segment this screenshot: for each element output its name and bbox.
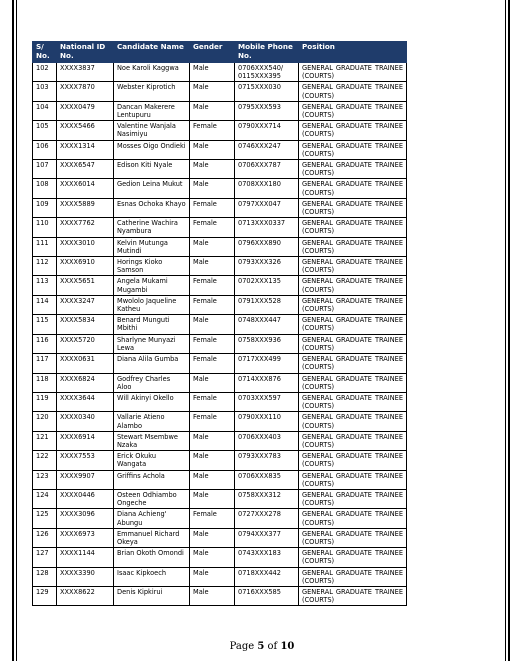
cell-sno: 113 [33, 276, 57, 295]
cell-position: GENERAL GRADUATE TRAINEE (COURTS) [299, 257, 407, 276]
cell-national-id: XXXX3837 [57, 63, 114, 82]
cell-candidate-name: Diana Achieng' Abungu [114, 509, 190, 528]
cell-position: GENERAL GRADUATE TRAINEE (COURTS) [299, 567, 407, 586]
cell-position: GENERAL GRADUATE TRAINEE (COURTS) [299, 140, 407, 159]
cell-position: GENERAL GRADUATE TRAINEE (COURTS) [299, 63, 407, 82]
cell-position: GENERAL GRADUATE TRAINEE (COURTS) [299, 354, 407, 373]
cell-mobile-phone: 0743XXX183 [235, 548, 299, 567]
cell-sno: 115 [33, 315, 57, 334]
table-row [33, 140, 407, 159]
cell-position: GENERAL GRADUATE TRAINEE (COURTS) [299, 470, 407, 489]
cell-national-id: XXXX1144 [57, 548, 114, 567]
cell-candidate-name: Webster Kiprotich [114, 82, 190, 101]
cell-mobile-phone: 0790XXX110 [235, 412, 299, 431]
cell-mobile-phone: 0791XXX528 [235, 295, 299, 314]
cell-mobile-phone: 0796XXX890 [235, 237, 299, 256]
cell-candidate-name: Erick Okuku Wangata [114, 451, 190, 470]
cell-mobile-phone: 0702XXX135 [235, 276, 299, 295]
header-candidate-name: Candidate Name [114, 42, 190, 63]
cell-gender: Male [190, 179, 235, 198]
cell-gender: Female [190, 121, 235, 140]
cell-national-id: XXXX0631 [57, 354, 114, 373]
cell-mobile-phone: 0794XXX377 [235, 528, 299, 547]
footer-total-pages: 10 [280, 641, 295, 652]
cell-national-id: XXXX3096 [57, 509, 114, 528]
cell-position: GENERAL GRADUATE TRAINEE (COURTS) [299, 509, 407, 528]
cell-position: GENERAL GRADUATE TRAINEE (COURTS) [299, 431, 407, 450]
cell-candidate-name: Diana Alila Gumba [114, 354, 190, 373]
cell-gender: Male [190, 140, 235, 159]
cell-gender: Male [190, 373, 235, 392]
cell-position: GENERAL GRADUATE TRAINEE (COURTS) [299, 489, 407, 508]
cell-gender: Female [190, 334, 235, 353]
cell-national-id: XXXX5466 [57, 121, 114, 140]
cell-gender: Female [190, 218, 235, 237]
cell-mobile-phone: 0706XXX403 [235, 431, 299, 450]
table-body [33, 63, 407, 606]
cell-sno: 111 [33, 237, 57, 256]
cell-gender: Male [190, 257, 235, 276]
cell-position: GENERAL GRADUATE TRAINEE (COURTS) [299, 276, 407, 295]
candidates-table [32, 41, 407, 606]
cell-mobile-phone: 0795XXX593 [235, 101, 299, 120]
table-row [33, 470, 407, 489]
cell-mobile-phone: 0748XXX447 [235, 315, 299, 334]
cell-candidate-name: Angela Mukami Mugambi [114, 276, 190, 295]
cell-national-id: XXXX9907 [57, 470, 114, 489]
cell-gender: Male [190, 451, 235, 470]
cell-sno: 126 [33, 528, 57, 547]
table-row [33, 276, 407, 295]
cell-national-id: XXXX6014 [57, 179, 114, 198]
cell-position: GENERAL GRADUATE TRAINEE (COURTS) [299, 451, 407, 470]
cell-candidate-name: Emmanuel Richard Okeya [114, 528, 190, 547]
cell-national-id: XXXX5720 [57, 334, 114, 353]
table-row [33, 586, 407, 605]
cell-candidate-name: Catherine Wachira Nyambura [114, 218, 190, 237]
cell-position: GENERAL GRADUATE TRAINEE (COURTS) [299, 334, 407, 353]
cell-position: GENERAL GRADUATE TRAINEE (COURTS) [299, 82, 407, 101]
cell-mobile-phone: 0790XXX714 [235, 121, 299, 140]
cell-sno: 116 [33, 334, 57, 353]
table-row [33, 237, 407, 256]
cell-national-id: XXXX6547 [57, 160, 114, 179]
cell-national-id: XXXX3247 [57, 295, 114, 314]
table-row [33, 354, 407, 373]
cell-national-id: XXXX3010 [57, 237, 114, 256]
table-row [33, 392, 407, 411]
cell-gender: Male [190, 315, 235, 334]
cell-position: GENERAL GRADUATE TRAINEE (COURTS) [299, 218, 407, 237]
table-row [33, 121, 407, 140]
header-mobile-phone: Mobile Phone No. [235, 42, 299, 63]
cell-position: GENERAL GRADUATE TRAINEE (COURTS) [299, 412, 407, 431]
cell-mobile-phone: 0714XXX876 [235, 373, 299, 392]
cell-sno: 127 [33, 548, 57, 567]
cell-gender: Male [190, 101, 235, 120]
cell-national-id: XXXX6910 [57, 257, 114, 276]
cell-sno: 110 [33, 218, 57, 237]
cell-position: GENERAL GRADUATE TRAINEE (COURTS) [299, 198, 407, 217]
footer-current-page: 5 [257, 641, 265, 652]
table-row [33, 334, 407, 353]
cell-mobile-phone: 0713XXX0337 [235, 218, 299, 237]
cell-sno: 102 [33, 63, 57, 82]
cell-candidate-name: Will Akinyi Okello [114, 392, 190, 411]
cell-sno: 106 [33, 140, 57, 159]
page-footer [0, 641, 524, 652]
cell-candidate-name: Gedion Leina Mukut [114, 179, 190, 198]
table-header-row [33, 42, 407, 63]
table-row [33, 451, 407, 470]
cell-position: GENERAL GRADUATE TRAINEE (COURTS) [299, 373, 407, 392]
cell-sno: 129 [33, 586, 57, 605]
cell-national-id: XXXX3390 [57, 567, 114, 586]
cell-sno: 112 [33, 257, 57, 276]
cell-candidate-name: Sharlyne Munyazi Lewa [114, 334, 190, 353]
cell-national-id: XXXX7553 [57, 451, 114, 470]
page-border-left-inner [16, 0, 17, 661]
cell-national-id: XXXX5834 [57, 315, 114, 334]
footer-page-word: Page [229, 641, 255, 652]
cell-candidate-name: Horings Kioko Samson [114, 257, 190, 276]
cell-national-id: XXXX6824 [57, 373, 114, 392]
cell-national-id: XXXX0340 [57, 412, 114, 431]
table-row [33, 315, 407, 334]
cell-gender: Male [190, 82, 235, 101]
header-position: Position [299, 42, 407, 63]
cell-candidate-name: Esnas Ochoka Khayo [114, 198, 190, 217]
cell-gender: Female [190, 295, 235, 314]
cell-sno: 104 [33, 101, 57, 120]
table-row [33, 82, 407, 101]
cell-position: GENERAL GRADUATE TRAINEE (COURTS) [299, 586, 407, 605]
cell-sno: 103 [33, 82, 57, 101]
cell-gender: Male [190, 489, 235, 508]
cell-sno: 128 [33, 567, 57, 586]
cell-gender: Female [190, 412, 235, 431]
table-row [33, 63, 407, 82]
page-border-right-inner [505, 0, 506, 661]
table-row [33, 198, 407, 217]
table-row [33, 489, 407, 508]
cell-candidate-name: Dancan Makerere Lentupuru [114, 101, 190, 120]
cell-sno: 108 [33, 179, 57, 198]
cell-sno: 122 [33, 451, 57, 470]
table-row [33, 509, 407, 528]
cell-national-id: XXXX6973 [57, 528, 114, 547]
cell-sno: 123 [33, 470, 57, 489]
cell-mobile-phone: 0715XXX030 [235, 82, 299, 101]
cell-national-id: XXXX6914 [57, 431, 114, 450]
cell-gender: Female [190, 392, 235, 411]
cell-sno: 125 [33, 509, 57, 528]
cell-position: GENERAL GRADUATE TRAINEE (COURTS) [299, 121, 407, 140]
cell-sno: 114 [33, 295, 57, 314]
cell-gender: Male [190, 431, 235, 450]
cell-position: GENERAL GRADUATE TRAINEE (COURTS) [299, 315, 407, 334]
cell-candidate-name: Vallarie Atieno Alambo [114, 412, 190, 431]
cell-candidate-name: Mwololo Jaqueline Katheu [114, 295, 190, 314]
cell-gender: Male [190, 237, 235, 256]
cell-national-id: XXXX1314 [57, 140, 114, 159]
cell-mobile-phone: 0706XXX835 [235, 470, 299, 489]
cell-gender: Male [190, 567, 235, 586]
cell-sno: 105 [33, 121, 57, 140]
cell-sno: 124 [33, 489, 57, 508]
cell-candidate-name: Godfrey Charles Aloo [114, 373, 190, 392]
cell-mobile-phone: 0727XXX278 [235, 509, 299, 528]
table-row [33, 101, 407, 120]
header-gender: Gender [190, 42, 235, 63]
cell-candidate-name: Noe Karoli Kaggwa [114, 63, 190, 82]
cell-sno: 109 [33, 198, 57, 217]
table-row [33, 295, 407, 314]
cell-national-id: XXXX7870 [57, 82, 114, 101]
cell-gender: Female [190, 198, 235, 217]
cell-sno: 117 [33, 354, 57, 373]
cell-national-id: XXXX0446 [57, 489, 114, 508]
cell-candidate-name: Brian Okoth Omondi [114, 548, 190, 567]
cell-sno: 121 [33, 431, 57, 450]
cell-position: GENERAL GRADUATE TRAINEE (COURTS) [299, 179, 407, 198]
cell-gender: Male [190, 470, 235, 489]
cell-gender: Male [190, 160, 235, 179]
cell-national-id: XXXX5651 [57, 276, 114, 295]
cell-candidate-name: Benard Munguti Mbithi [114, 315, 190, 334]
cell-candidate-name: Edison Kiti Nyale [114, 160, 190, 179]
cell-candidate-name: Kelvin Mutunga Mutindi [114, 237, 190, 256]
table-row [33, 431, 407, 450]
cell-gender: Female [190, 276, 235, 295]
table-row [33, 412, 407, 431]
cell-gender: Female [190, 354, 235, 373]
table-row [33, 257, 407, 276]
cell-position: GENERAL GRADUATE TRAINEE (COURTS) [299, 237, 407, 256]
table-row [33, 373, 407, 392]
cell-national-id: XXXX5889 [57, 198, 114, 217]
cell-sno: 118 [33, 373, 57, 392]
cell-mobile-phone: 0703XXX597 [235, 392, 299, 411]
cell-sno: 120 [33, 412, 57, 431]
cell-mobile-phone: 0717XXX499 [235, 354, 299, 373]
cell-candidate-name: Valentine Wanjala Nasimiyu [114, 121, 190, 140]
cell-mobile-phone: 0793XXX783 [235, 451, 299, 470]
table-row [33, 179, 407, 198]
cell-mobile-phone: 0797XXX047 [235, 198, 299, 217]
cell-position: GENERAL GRADUATE TRAINEE (COURTS) [299, 392, 407, 411]
cell-mobile-phone: 0708XXX180 [235, 179, 299, 198]
table-row [33, 218, 407, 237]
cell-candidate-name: Denis Kipkirui [114, 586, 190, 605]
cell-mobile-phone: 0718XXX442 [235, 567, 299, 586]
cell-mobile-phone: 0716XXX585 [235, 586, 299, 605]
cell-candidate-name: Stewart Msembwe Nzaka [114, 431, 190, 450]
cell-candidate-name: Mosses Oigo Ondieki [114, 140, 190, 159]
cell-sno: 107 [33, 160, 57, 179]
cell-mobile-phone: 0758XXX312 [235, 489, 299, 508]
cell-national-id: XXXX3644 [57, 392, 114, 411]
cell-position: GENERAL GRADUATE TRAINEE (COURTS) [299, 548, 407, 567]
cell-mobile-phone: 0706XXX540/ 0115XXX395 [235, 63, 299, 82]
cell-mobile-phone: 0758XXX936 [235, 334, 299, 353]
footer-of-word: of [267, 641, 278, 652]
cell-sno: 119 [33, 392, 57, 411]
table-row [33, 528, 407, 547]
header-sno: S/ No. [33, 42, 57, 63]
cell-position: GENERAL GRADUATE TRAINEE (COURTS) [299, 528, 407, 547]
cell-position: GENERAL GRADUATE TRAINEE (COURTS) [299, 101, 407, 120]
cell-candidate-name: Osteen Odhiambo Ongeche [114, 489, 190, 508]
cell-gender: Male [190, 586, 235, 605]
cell-national-id: XXXX7762 [57, 218, 114, 237]
cell-position: GENERAL GRADUATE TRAINEE (COURTS) [299, 295, 407, 314]
page-border-right [508, 0, 510, 661]
table-row [33, 160, 407, 179]
page-border-left [12, 0, 14, 661]
cell-mobile-phone: 0746XXX247 [235, 140, 299, 159]
cell-gender: Male [190, 63, 235, 82]
cell-candidate-name: Isaac Kipkoech [114, 567, 190, 586]
cell-mobile-phone: 0793XXX326 [235, 257, 299, 276]
cell-national-id: XXXX0479 [57, 101, 114, 120]
header-national-id: National ID No. [57, 42, 114, 63]
cell-gender: Male [190, 548, 235, 567]
table-row [33, 548, 407, 567]
cell-national-id: XXXX8622 [57, 586, 114, 605]
cell-candidate-name: Griffins Achola [114, 470, 190, 489]
cell-gender: Male [190, 528, 235, 547]
cell-position: GENERAL GRADUATE TRAINEE (COURTS) [299, 160, 407, 179]
table-row [33, 567, 407, 586]
cell-mobile-phone: 0706XXX787 [235, 160, 299, 179]
cell-gender: Female [190, 509, 235, 528]
